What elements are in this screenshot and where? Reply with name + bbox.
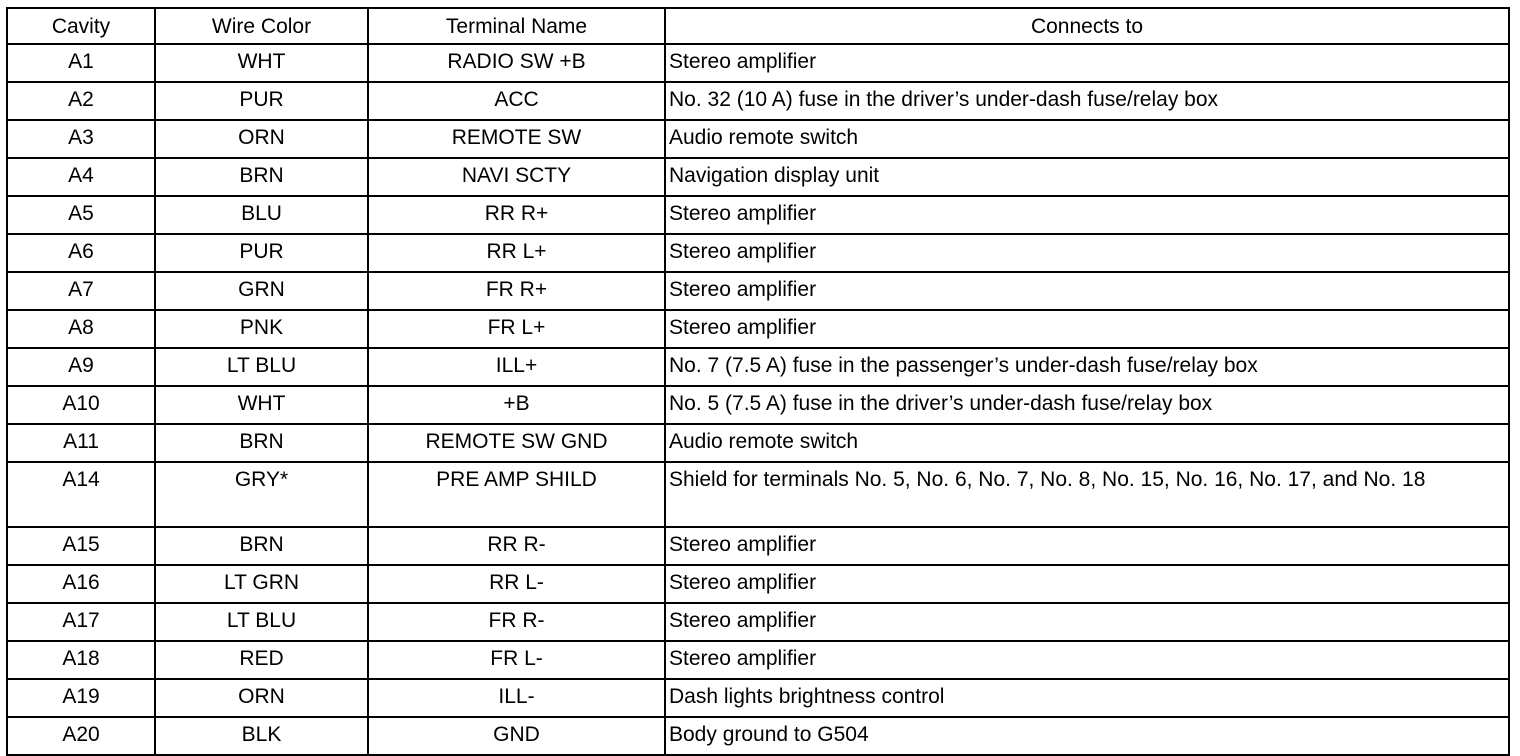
cell-cavity: A20 <box>7 717 155 755</box>
connector-pinout-table <box>6 7 1510 756</box>
table-row <box>7 603 1509 641</box>
cell-connects-to: Navigation display unit <box>665 158 1509 196</box>
table-row <box>7 565 1509 603</box>
cell-connects-to: Audio remote switch <box>665 120 1509 158</box>
cell-terminal-name: FR L+ <box>368 310 665 348</box>
cell-cavity: A16 <box>7 565 155 603</box>
connector-table-wrapper <box>6 7 1510 756</box>
cell-cavity: A18 <box>7 641 155 679</box>
table-row <box>7 234 1509 272</box>
cell-terminal-name: REMOTE SW <box>368 120 665 158</box>
cell-wire-color: LT GRN <box>155 565 368 603</box>
cell-terminal-name: GND <box>368 717 665 755</box>
table-row <box>7 462 1509 527</box>
cell-wire-color: BLU <box>155 196 368 234</box>
cell-terminal-name: RR L- <box>368 565 665 603</box>
table-row <box>7 120 1509 158</box>
cell-terminal-name: RR R- <box>368 527 665 565</box>
cell-terminal-name: +B <box>368 386 665 424</box>
table-row <box>7 196 1509 234</box>
cell-wire-color: ORN <box>155 679 368 717</box>
cell-connects-to: No. 5 (7.5 A) fuse in the driver’s under-dash fuse/relay box <box>665 386 1509 424</box>
cell-connects-to: Stereo amplifier <box>665 272 1509 310</box>
cell-cavity: A4 <box>7 158 155 196</box>
cell-cavity: A10 <box>7 386 155 424</box>
cell-terminal-name: NAVI SCTY <box>368 158 665 196</box>
cell-wire-color: ORN <box>155 120 368 158</box>
table-body <box>7 44 1509 755</box>
cell-cavity: A6 <box>7 234 155 272</box>
table-row <box>7 82 1509 120</box>
cell-cavity: A5 <box>7 196 155 234</box>
cell-cavity: A2 <box>7 82 155 120</box>
cell-wire-color: GRN <box>155 272 368 310</box>
table-header <box>7 8 1509 44</box>
cell-cavity: A11 <box>7 424 155 462</box>
table-row <box>7 158 1509 196</box>
cell-cavity: A9 <box>7 348 155 386</box>
cell-wire-color: BLK <box>155 717 368 755</box>
cell-connects-to: Shield for terminals No. 5, No. 6, No. 7, No. 8, No. 15, No. 16, No. 17, and No. 18 <box>665 462 1509 527</box>
cell-cavity: A17 <box>7 603 155 641</box>
cell-wire-color: PUR <box>155 234 368 272</box>
table-row <box>7 44 1509 82</box>
table-row <box>7 348 1509 386</box>
table-row <box>7 641 1509 679</box>
cell-connects-to: Stereo amplifier <box>665 234 1509 272</box>
cell-wire-color: PUR <box>155 82 368 120</box>
cell-wire-color: WHT <box>155 386 368 424</box>
table-row <box>7 310 1509 348</box>
cell-connects-to: Stereo amplifier <box>665 527 1509 565</box>
cell-terminal-name: RR R+ <box>368 196 665 234</box>
cell-terminal-name: ILL- <box>368 679 665 717</box>
cell-wire-color: LT BLU <box>155 603 368 641</box>
table-row <box>7 717 1509 755</box>
cell-terminal-name: FR R+ <box>368 272 665 310</box>
cell-wire-color: BRN <box>155 527 368 565</box>
cell-wire-color: PNK <box>155 310 368 348</box>
cell-cavity: A19 <box>7 679 155 717</box>
header-terminal-name: Terminal Name <box>368 8 665 44</box>
table-row <box>7 424 1509 462</box>
table-row <box>7 272 1509 310</box>
cell-connects-to: Dash lights brightness control <box>665 679 1509 717</box>
cell-cavity: A14 <box>7 462 155 527</box>
cell-connects-to: Stereo amplifier <box>665 44 1509 82</box>
cell-connects-to: Stereo amplifier <box>665 565 1509 603</box>
header-wire-color: Wire Color <box>155 8 368 44</box>
cell-wire-color: RED <box>155 641 368 679</box>
cell-terminal-name: REMOTE SW GND <box>368 424 665 462</box>
cell-connects-to: Stereo amplifier <box>665 310 1509 348</box>
cell-connects-to: No. 7 (7.5 A) fuse in the passenger’s under-dash fuse/relay box <box>665 348 1509 386</box>
cell-cavity: A3 <box>7 120 155 158</box>
cell-terminal-name: ACC <box>368 82 665 120</box>
cell-terminal-name: PRE AMP SHILD <box>368 462 665 527</box>
cell-wire-color: LT BLU <box>155 348 368 386</box>
cell-wire-color: BRN <box>155 158 368 196</box>
cell-cavity: A1 <box>7 44 155 82</box>
cell-connects-to: Audio remote switch <box>665 424 1509 462</box>
cell-connects-to: Stereo amplifier <box>665 603 1509 641</box>
cell-connects-to: Stereo amplifier <box>665 196 1509 234</box>
table-row <box>7 386 1509 424</box>
cell-wire-color: WHT <box>155 44 368 82</box>
cell-wire-color: GRY* <box>155 462 368 527</box>
cell-cavity: A8 <box>7 310 155 348</box>
cell-terminal-name: ILL+ <box>368 348 665 386</box>
cell-connects-to: No. 32 (10 A) fuse in the driver’s under-dash fuse/relay box <box>665 82 1509 120</box>
cell-connects-to: Stereo amplifier <box>665 641 1509 679</box>
cell-wire-color: BRN <box>155 424 368 462</box>
cell-terminal-name: FR L- <box>368 641 665 679</box>
header-row <box>7 8 1509 44</box>
header-connects-to: Connects to <box>665 8 1509 44</box>
table-row <box>7 527 1509 565</box>
cell-terminal-name: RR L+ <box>368 234 665 272</box>
table-row <box>7 679 1509 717</box>
cell-terminal-name: FR R- <box>368 603 665 641</box>
header-cavity: Cavity <box>7 8 155 44</box>
cell-cavity: A7 <box>7 272 155 310</box>
cell-terminal-name: RADIO SW +B <box>368 44 665 82</box>
cell-cavity: A15 <box>7 527 155 565</box>
cell-connects-to: Body ground to G504 <box>665 717 1509 755</box>
